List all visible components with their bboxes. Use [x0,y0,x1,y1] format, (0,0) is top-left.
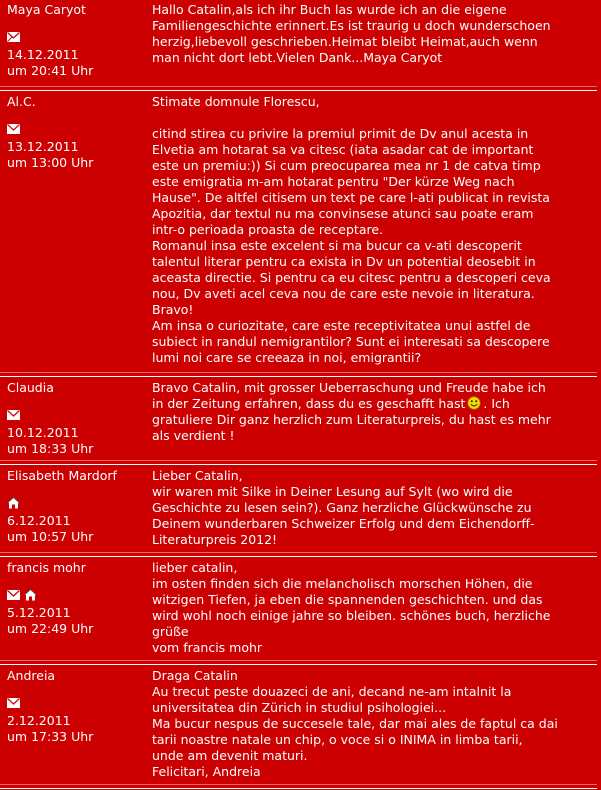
entry-time: um 20:41 Uhr [7,63,94,78]
entry-date: 14.12.2011 [7,47,79,62]
entry-time: um 17:33 Uhr [7,729,94,744]
author-name: Claudia [7,380,54,395]
message-part-2: . Ich gratuliere Dir ganz herzlich zum Literaturpreis, du hast es mehr als verdient ! [152,396,551,443]
contact-icons [7,496,152,509]
envelope-icon[interactable] [7,123,20,135]
message-text: Draga Catalin Au trecut peste douazeci de ani, decand ne-am intalnit la universitatea din Zürich in studiul psihologiei... Ma bucur nespus de succesele tale, dar mai ales de faptul ca dai tarii noastre natale un chip, o voce si o INIMA in limba tarii, unde am devenit maturi. Felicitari, Andreia [152,668,558,779]
entry-meta [0,466,152,552]
entry-meta [0,92,152,372]
envelope-icon[interactable] [7,697,20,709]
contact-icons [7,588,152,601]
entry-message [152,378,601,460]
entry-divider [0,86,601,91]
author-name: francis mohr [7,560,86,575]
home-icon[interactable] [24,589,37,601]
entry-time: um 18:33 Uhr [7,441,94,456]
contact-icons [7,696,152,709]
entry-date: 2.12.2011 [7,713,71,728]
entry-divider [0,660,601,665]
message-text: Hallo Catalin,als ich ihr Buch las wurde ich an die eigene Familiengeschichte erinnert.Es ist traurig u doch wunderschoen herzig,liebevoll geschrieben.Heimat bleibt Heimat,auch wenn man nicht dort lebt.Vielen Dank...Maya Caryot [152,2,551,65]
entry-meta [0,666,152,786]
envelope-icon[interactable] [7,31,20,43]
guestbook-entry [0,666,601,786]
message-text: lieber catalin, im osten finden sich die melancholisch morschen Höhen, die witzigen Tiefen, ja eben die spannenden geschichten. und das wird wohl noch einige jahre so bleiben. schönes buch, herzliche grüße vom francis mohr [152,560,551,655]
home-icon[interactable] [7,497,20,509]
message-text: Stimate domnule Florescu, citind stirea cu privire la premiul primit de Dv anul acesta in Elvetia am hotarat sa va citesc (iata asadar cat de important este un premiu:)) Si cum preocuparea mea nr 1 de catva timp este emigratia m-am hotarat pentru "Der kürze Weg nach Hause". De altfel citisem un text pe care l-ati publicat in revista Apozitia, dar textul nu ma convinsese atunci sau poate eram intr-o perioada proasta de receptare. Romanul insa este excelent si ma bucur ca v-ati descoperit talentul literar pentru ca exista in Dv un potential deosebit in aceasta directie. Si pentru ca eu citesc pentru a descoperi ceva nou, Dv aveti acel ceva nou de care este nevoie in literatura. Bravo! Am insa o curiozitate, care este receptivitatea unui astfel de subiect in randul nemigrantilor? Sunt ei interesati sa descopere lumi noi care se creeaza in noi, emigrantii? [152,94,551,365]
entry-divider [0,460,601,465]
entry-time: um 13:00 Uhr [7,155,94,170]
message-part-1: Bravo Catalin, mit grosser Ueberraschung und Freude habe ich in der Zeitung erfahren, dass du es geschafft hast [152,380,546,411]
entry-divider [0,552,601,557]
entry-message [152,0,601,88]
author-name: Elisabeth Mardorf [7,468,117,483]
author-name: Andreia [7,668,56,683]
smiley-icon [467,396,481,410]
entry-message [152,466,601,552]
envelope-icon[interactable] [7,589,20,601]
guestbook-entry [0,466,601,552]
author-name: Al.C. [7,94,36,109]
guestbook-entry [0,378,601,460]
entry-time: um 22:49 Uhr [7,621,94,636]
entry-meta [0,558,152,660]
entry-date: 6.12.2011 [7,513,71,528]
entry-date: 5.12.2011 [7,605,71,620]
contact-icons [7,30,152,43]
author-name: Maya Caryot [7,2,86,17]
guestbook-entry [0,0,601,88]
entry-meta [0,378,152,460]
contact-icons [7,408,152,421]
contact-icons [7,122,152,135]
message-text [152,380,593,444]
entry-date: 10.12.2011 [7,425,79,440]
entry-divider [0,372,601,377]
entry-time: um 10:57 Uhr [7,529,94,544]
entry-message [152,558,601,660]
message-text: Lieber Catalin, wir waren mit Silke in Deiner Lesung auf Sylt (wo wird die Geschichte zu lesen sein?). Ganz herzliche Glückwünsche zu Deinem wunderbaren Schweizer Erfolg und dem Eichendorff- Literaturpreis 2012! [152,468,535,547]
guestbook-entry [0,92,601,372]
envelope-icon[interactable] [7,409,20,421]
guestbook-entry [0,558,601,660]
entry-meta [0,0,152,88]
entry-divider [0,784,601,789]
entry-date: 13.12.2011 [7,139,79,154]
entry-message [152,92,601,372]
entry-message [152,666,601,786]
